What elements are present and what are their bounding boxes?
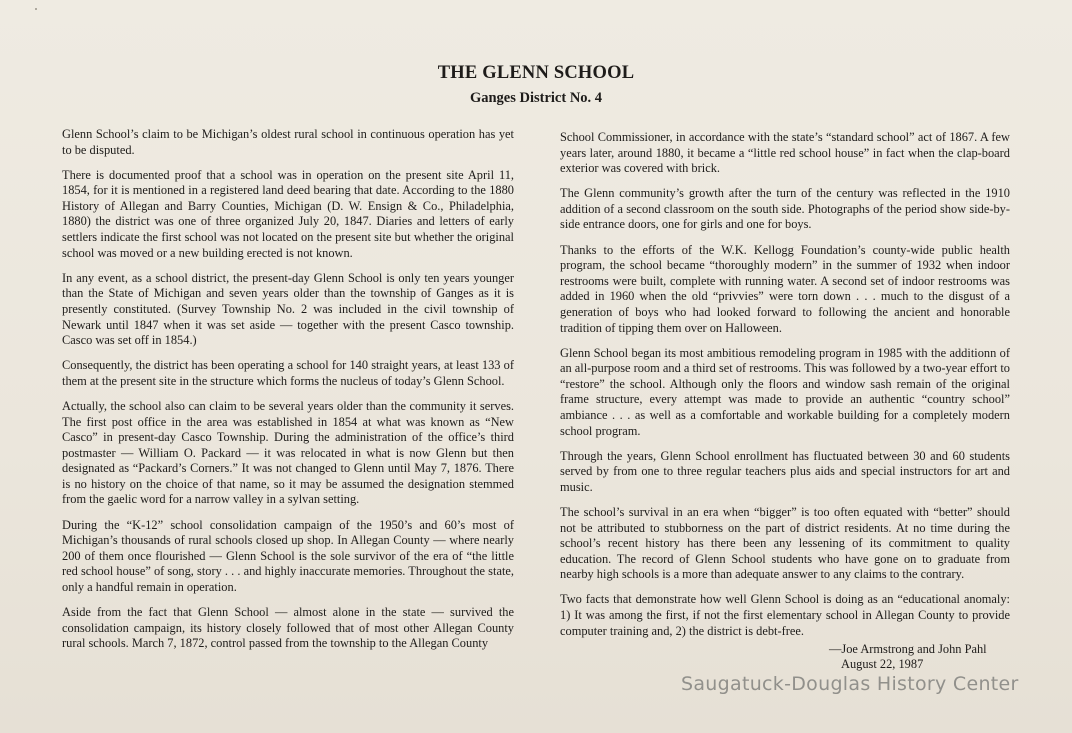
right-column — [560, 130, 1010, 649]
paragraph: Through the years, Glenn School enrollment has fluctuated between 30 and 60 students served by from one to three regular teachers plus aids and special instructors for art and music. — [560, 448, 1010, 494]
paragraph: School Commissioner, in accordance with the state’s “standard school” act of 1867. A few years later, around 1880, it became a “little red school house” in fact when the clap-board exterior was covered with brick. — [560, 130, 1010, 176]
paragraph: Aside from the fact that Glenn School — almost alone in the state — survived the consolidation campaign, its history closely followed that of most other Allegan County rural schools. March 7, 1872, control passed from the township to the Allegan County — [62, 605, 514, 651]
left-column — [62, 127, 514, 661]
signature-date: August 22, 1987 — [841, 657, 924, 671]
paragraph: Two facts that demonstrate how well Glenn School is doing as an “educational anomaly: 1) It was among the first, if not the first elementary school in Allegan County to provide computer training and, 2) the district is debt-free. — [560, 592, 1010, 638]
paragraph: Actually, the school also can claim to be several years older than the community it serves. The first post office in the area was established in 1854 at what was known as “New Casco” in present-day Casco Township. During the administration of the office’s third postmaster — William O. Packard — it was relocated in what is now Glenn but then designated as “Packard’s Corners.” It was not changed to Glenn until May 7, 1876. There is no history on the choice of that name, so it may be assumed the designation stemmed from the gaelic word for a narrow valley in a sylvan setting. — [62, 398, 514, 507]
paragraph: During the “K-12” school consolidation campaign of the 1950’s and 60’s most of Michigan’s thousands of rural schools closed up shop. In Allegan County — where nearly 200 of them once flourished — Glenn School is the sole survivor of the era of “the little red school house” of song, story . . . and highly inaccurate memories. Throughout the state, only a handful remain in operation. — [62, 517, 514, 594]
paragraph: Glenn School’s claim to be Michigan’s oldest rural school in continuous operation has yet to be disputed. — [62, 127, 514, 157]
paragraph: In any event, as a school district, the present-day Glenn School is only ten years younger than the State of Michigan and seven years older than the township of Ganges as it is presently constituted. (Survey Township No. 2 was included in the civil township of Newark until 1847 when it was set aside — together with the present Casco township. Casco was set off in 1854.) — [62, 270, 514, 348]
paragraph: Thanks to the efforts of the W.K. Kellogg Foundation’s county-wide public health program, the school became “thoroughly modern” in the summer of 1932 when indoor restrooms were built, complete with running water. A second set of indoor restrooms was added in 1960 when the old “privvies” were torn down . . . much to the disgust of a generation of boys who had looked forward to following the ancient and honorable tradition of tipping them over on Halloween. — [560, 242, 1010, 335]
page-title: THE GLENN SCHOOL — [437, 63, 635, 83]
paragraph: There is documented proof that a school was in operation on the present site April 11, 1854, for it is mentioned in a registered land deed bearing that date. According to the 1880 History of Allegan and Barry Counties, Michigan (D. W. Ensign & Co., Philadelphia, 1880) the district was one of three organized July 20, 1847. Diaries and letters of early settlers indicate the first school was not located on the present site but whether the original school was moved or a new building erected is not known. — [62, 167, 514, 260]
page-subtitle: Ganges District No. 4 — [469, 90, 603, 106]
paragraph: The school’s survival in an era when “bigger” is too often equated with “better” should not be attributed to stubborness on the part of district residents. At no time during the school’s recent history has there been any lessening of its commitment to quality education. The record of Glenn School students who have gone on to graduate from nearby high schools is a more than adequate answer to any claims to the contrary. — [560, 504, 1010, 582]
paragraph: Consequently, the district has been operating a school for 140 straight years, at least 133 of them at the present site in the structure which forms the nucleus of today’s Glenn School. — [62, 358, 514, 388]
paragraph: The Glenn community’s growth after the turn of the century was reflected in the 1910 addition of a second classroom on the south side. Photographs of the period show side-by-side entrance doors, one for girls and one for boys. — [560, 186, 1010, 232]
paragraph: Glenn School began its most ambitious remodeling program in 1985 with the additionn of an all-purpose room and a third set of restrooms. This was followed by a two-year effort to “restore” the school. Although only the floors and window sash remain of the original frame structure, every attempt was made to provide an authentic “country school” ambiance . . . as well as a comfortable and workable building for a completely modern school program. — [560, 345, 1010, 438]
speck — [35, 8, 37, 10]
signature-authors: —Joe Armstrong and John Pahl — [829, 642, 987, 656]
watermark: Saugatuck-Douglas History Center — [681, 673, 1019, 695]
